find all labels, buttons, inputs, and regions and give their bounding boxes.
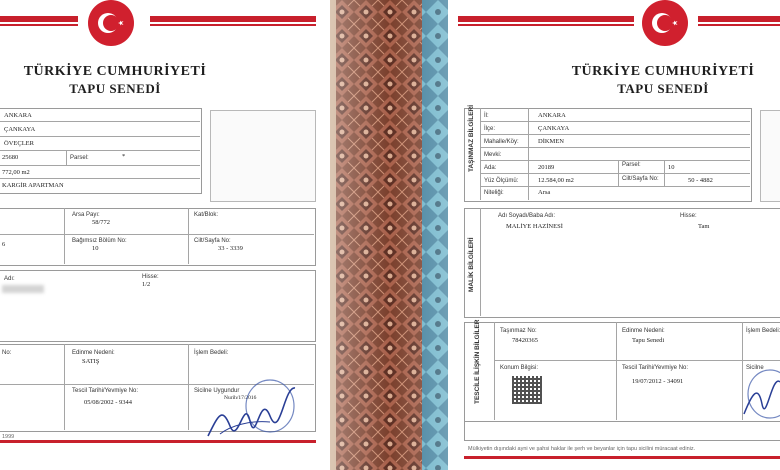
property-section-label: TAŞINMAZ BİLGİLERİ (468, 104, 475, 172)
owner-info-box (0, 270, 316, 342)
parcel-label: Parsel: (70, 155, 89, 161)
volume-page-label: Cilt/Sayfa No: (622, 176, 659, 182)
redacted-name (2, 285, 44, 293)
quality-value: KARGİR APARTMAN (2, 182, 64, 189)
neighborhood-value: DİKMEN (538, 138, 564, 145)
unit-number-value: 10 (92, 245, 99, 252)
share-label: Hisse: (142, 274, 159, 280)
block-value: 25680 (2, 154, 19, 161)
document-title: TÜRKİYE CUMHURİYETİ (571, 64, 755, 79)
certified-label: Sicilne Uygundur (194, 388, 240, 394)
parcel-value: * (122, 153, 126, 160)
footer-text: 1999 (2, 434, 15, 440)
volume-page-value: 33 - 3339 (218, 245, 243, 252)
certified-value: Nurih/17/2016 (224, 395, 257, 401)
photo-frame (760, 110, 780, 202)
flag-stripe (0, 24, 78, 26)
land-share-label: Arsa Payı: (72, 212, 100, 218)
flag-stripe (458, 16, 634, 22)
bottom-stripe (464, 456, 780, 459)
property-number-value: 78420365 (512, 337, 538, 344)
acquisition-label: Edinme Nedeni: (72, 350, 115, 356)
flag-stripe (458, 24, 634, 26)
quality-label: Niteliği: (484, 190, 504, 196)
acquisition-value: Tapu Senedi (632, 337, 665, 344)
share-info-box (0, 208, 316, 266)
surface-area-label: Yüz Ölçümü: (484, 178, 519, 184)
province-value: ANKARA (538, 112, 566, 119)
flag-stripe (698, 24, 780, 26)
registry-section-label: TESCİLE İLİŞKİN BİLGİLER (474, 319, 481, 404)
left-deed-document (0, 0, 330, 470)
parcel-label: Parsel: (622, 162, 641, 168)
owner-name-value: MALİYE HAZİNESİ (506, 223, 563, 230)
photo-frame (210, 110, 316, 202)
registration-date-value: 19/07/2012 - 34091 (632, 378, 684, 385)
district-label: İlçe: (484, 126, 496, 132)
share-label: Hisse: (680, 213, 697, 219)
registry-no-label: No: (2, 350, 12, 356)
district-value: ÇANKAYA (538, 125, 570, 132)
partial-value: 6 (2, 241, 6, 248)
block-value: 20189 (538, 164, 555, 171)
acquisition-value: SATIŞ (82, 358, 100, 365)
property-number-label: Taşınmaz No: (500, 328, 537, 334)
owner-section-label: MALİK BİLGİLERİ (468, 237, 475, 292)
flag-stripe (150, 16, 316, 22)
parcel-value: 10 (668, 164, 675, 171)
crescent-star-emblem-icon (642, 0, 688, 46)
province-label: İl: (484, 113, 489, 119)
neighborhood-label: Mahalle/Köy: (484, 139, 519, 145)
right-deed-document (448, 0, 780, 470)
ornamental-border-pattern (330, 0, 448, 470)
document-subtitle: TAPU SENEDİ (69, 81, 161, 96)
qr-code-icon (512, 376, 542, 404)
document-title: TÜRKİYE CUMHURİYETİ (23, 64, 207, 79)
area-value: 772,00 m2 (2, 169, 30, 176)
floor-label: Kat/Blok: (194, 212, 219, 218)
neighborhood-value: ÖVEÇLER (4, 140, 34, 147)
document-subtitle: TAPU SENEDİ (617, 81, 709, 96)
bottom-frame (464, 422, 780, 441)
province-value: ANKARA (4, 112, 32, 119)
land-share-value: 58/772 (92, 219, 111, 226)
signature-stamp (200, 376, 300, 442)
transaction-price-label: İşlem Bedeli: (194, 350, 229, 356)
owner-name-label: Adı Soyadı/Baba Adı: (498, 213, 556, 219)
property-info-box (464, 108, 752, 202)
footer-note: Mülkiyetin dışındaki ayni ve şahsi haklar ile şerh ve beyanlar için tapu sicilini müracaat ediniz. (468, 446, 696, 452)
location-label: Konum Bilgisi: (500, 365, 539, 371)
share-value: 1/2 (142, 281, 151, 288)
crescent-star-emblem-icon (88, 0, 134, 46)
registration-date-label: Tescil Tarihi/Yevmiye No: (622, 365, 689, 371)
quality-value: Arsa (538, 189, 551, 196)
volume-page-label: Cilt/Sayfa No: (194, 238, 231, 244)
share-value: Tam (698, 223, 710, 230)
flag-stripe (0, 16, 78, 22)
flag-stripe (698, 16, 780, 22)
flag-stripe (150, 24, 316, 26)
district-value: ÇANKAYA (4, 126, 36, 133)
owner-name-label: Adı: (4, 276, 15, 282)
unit-number-label: Bağımsız Bölüm No: (72, 238, 127, 244)
registration-date-value: 05/08/2002 - 9344 (84, 399, 133, 406)
registration-date-label: Tescil Tarihi/Yevmiye No: (72, 388, 139, 394)
transaction-price-label: İşlem Bedeli: (746, 328, 780, 334)
volume-page-value: 50 - 4882 (688, 177, 713, 184)
surface-area-value: 12.584,00 m2 (538, 177, 574, 184)
bottom-stripe (0, 440, 316, 443)
locality-label: Mevki: (484, 152, 502, 158)
acquisition-label: Edinme Nedeni: (622, 328, 665, 334)
block-label: Ada: (484, 165, 497, 171)
signature-stamp (742, 364, 780, 424)
certified-label: Sicilne (746, 365, 764, 371)
